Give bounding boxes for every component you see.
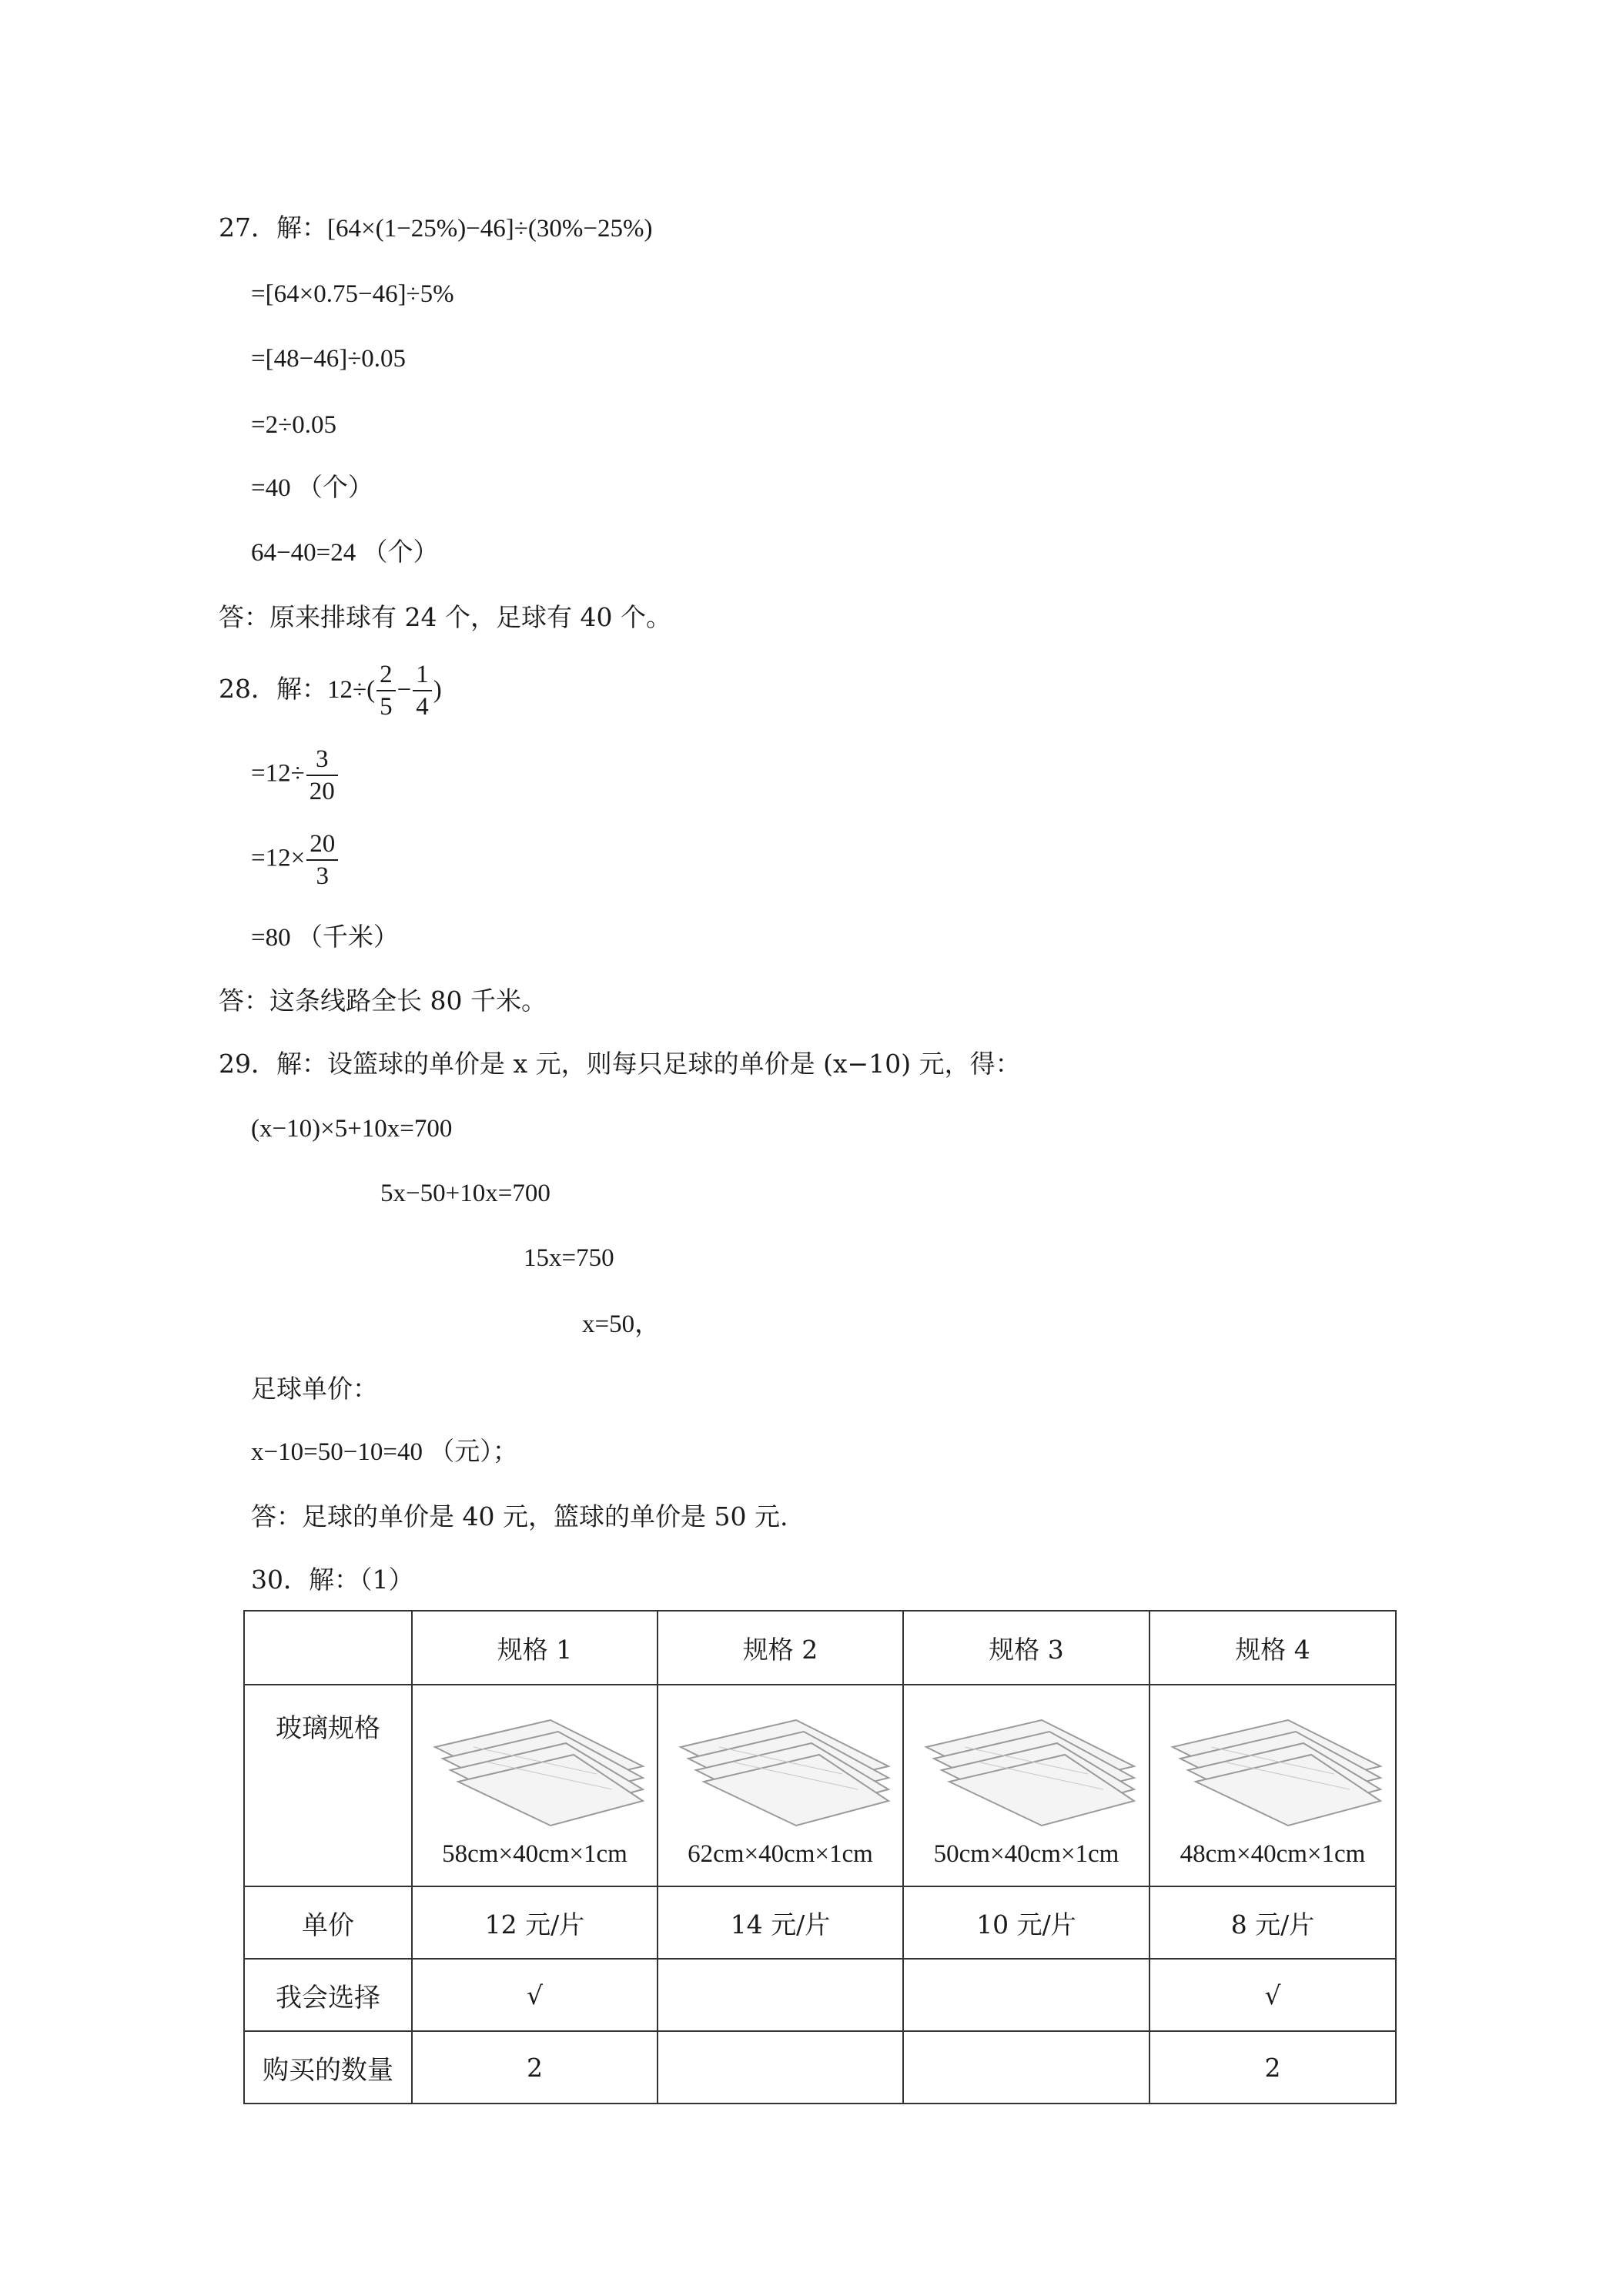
glass-size-label: 50cm×40cm×1cm	[933, 1840, 1119, 1868]
p29-equation-1: (x−10)×5+10x=700	[251, 1115, 453, 1143]
price-cell: 12 元/片	[412, 1886, 658, 1959]
table-row-choose	[244, 1959, 1396, 2031]
p28-step-2-fraction	[306, 828, 338, 892]
glass-panes-icon	[1157, 1701, 1388, 1832]
row-label-price: 单价	[244, 1886, 412, 1959]
fraction-denominator: 4	[416, 693, 429, 721]
p28-minus: −	[397, 676, 412, 704]
p28-step-1-prefix: =12÷	[251, 759, 305, 788]
table-header-cell	[244, 1611, 412, 1685]
glass-cell	[1149, 1685, 1396, 1886]
fraction-numerator: 20	[306, 828, 338, 861]
p27-step-3: =2÷0.05	[251, 411, 336, 439]
p28-step-2	[251, 828, 340, 892]
p27-step-4: =40 （个）	[251, 474, 373, 502]
p27-answer: 答：原来排球有 24 个，足球有 40 个。	[219, 602, 671, 632]
fraction-denominator: 20	[309, 778, 335, 805]
price-cell: 10 元/片	[903, 1886, 1149, 1959]
p28-step-1-fraction	[306, 744, 338, 807]
fraction-denominator: 5	[380, 693, 393, 721]
p28-step-1	[251, 744, 340, 807]
p27-step-2: =[48−46]÷0.05	[251, 345, 407, 373]
p28-fraction-2	[413, 659, 432, 722]
p27-number: 27．解：	[219, 213, 327, 243]
p29-equation-3: 15x=750	[524, 1244, 614, 1272]
choose-cell: √	[1149, 1959, 1396, 2031]
p29-equation-5: x−10=50−10=40 （元）；	[251, 1438, 518, 1466]
p29-equation-4: x=50，	[582, 1310, 661, 1338]
glass-cell	[412, 1685, 658, 1886]
fraction-numerator: 3	[306, 744, 338, 776]
glass-size-label: 58cm×40cm×1cm	[442, 1840, 627, 1868]
quantity-cell	[903, 2031, 1149, 2104]
table-header-cell: 规格 4	[1149, 1611, 1396, 1685]
fraction-denominator: 3	[316, 862, 329, 890]
p29-equation-2: 5x−50+10x=700	[380, 1180, 550, 1207]
p30-heading: 30．解：（1）	[251, 1565, 414, 1595]
p28-fraction-1	[376, 659, 396, 722]
table-header-cell: 规格 3	[903, 1611, 1149, 1685]
p28-number: 28．解：	[219, 674, 327, 704]
quantity-cell: 2	[1149, 2031, 1396, 2104]
row-label-glass: 玻璃规格	[244, 1685, 412, 1886]
glass-cell	[903, 1685, 1149, 1886]
glass-size-label: 62cm×40cm×1cm	[688, 1840, 873, 1868]
glass-panes-icon	[665, 1701, 896, 1832]
p28-answer: 答：这条线路全长 80 千米。	[219, 986, 547, 1016]
table-header-cell: 规格 1	[412, 1611, 658, 1685]
glass-size-label: 48cm×40cm×1cm	[1180, 1840, 1366, 1868]
choose-cell: √	[412, 1959, 658, 2031]
row-label-choose: 我会选择	[244, 1959, 412, 2031]
glass-panes-icon	[911, 1701, 1142, 1832]
table-header-cell: 规格 2	[658, 1611, 903, 1685]
fraction-numerator: 2	[376, 659, 396, 691]
quantity-cell: 2	[412, 2031, 658, 2104]
glass-spec-table	[243, 1610, 1397, 2104]
table-row-price	[244, 1886, 1396, 1959]
p27-heading	[219, 213, 652, 244]
p29-answer: 答：足球的单价是 40 元，篮球的单价是 50 元.	[251, 1501, 788, 1531]
p27-expression: [64×(1−25%)−46]÷(30%−25%)	[327, 215, 653, 243]
p27-step-5: 64−40=24 （个）	[251, 539, 439, 567]
table-row-glass	[244, 1685, 1396, 1886]
p27-step-1: =[64×0.75−46]÷5%	[251, 280, 454, 308]
p29-heading: 29．解：设篮球的单价是 x 元，则每只足球的单价是 (x−10) 元，得：	[219, 1049, 1021, 1079]
quantity-cell	[658, 2031, 903, 2104]
row-label-quantity: 购买的数量	[244, 2031, 412, 2104]
table-row-quantity	[244, 2031, 1396, 2104]
price-cell: 14 元/片	[658, 1886, 903, 1959]
price-cell: 8 元/片	[1149, 1886, 1396, 1959]
p28-suffix: )	[433, 676, 442, 704]
glass-cell	[658, 1685, 903, 1886]
p28-step-3: =80 （千米）	[251, 924, 399, 952]
table-header-row	[244, 1611, 1396, 1685]
p28-prefix: 12÷(	[327, 676, 376, 704]
fraction-numerator: 1	[413, 659, 432, 691]
p29-label: 足球单价：	[251, 1374, 378, 1404]
p28-step-2-prefix: =12×	[251, 844, 306, 872]
glass-panes-icon	[420, 1701, 651, 1832]
p28-heading	[219, 659, 442, 722]
choose-cell	[903, 1959, 1149, 2031]
choose-cell	[658, 1959, 903, 2031]
